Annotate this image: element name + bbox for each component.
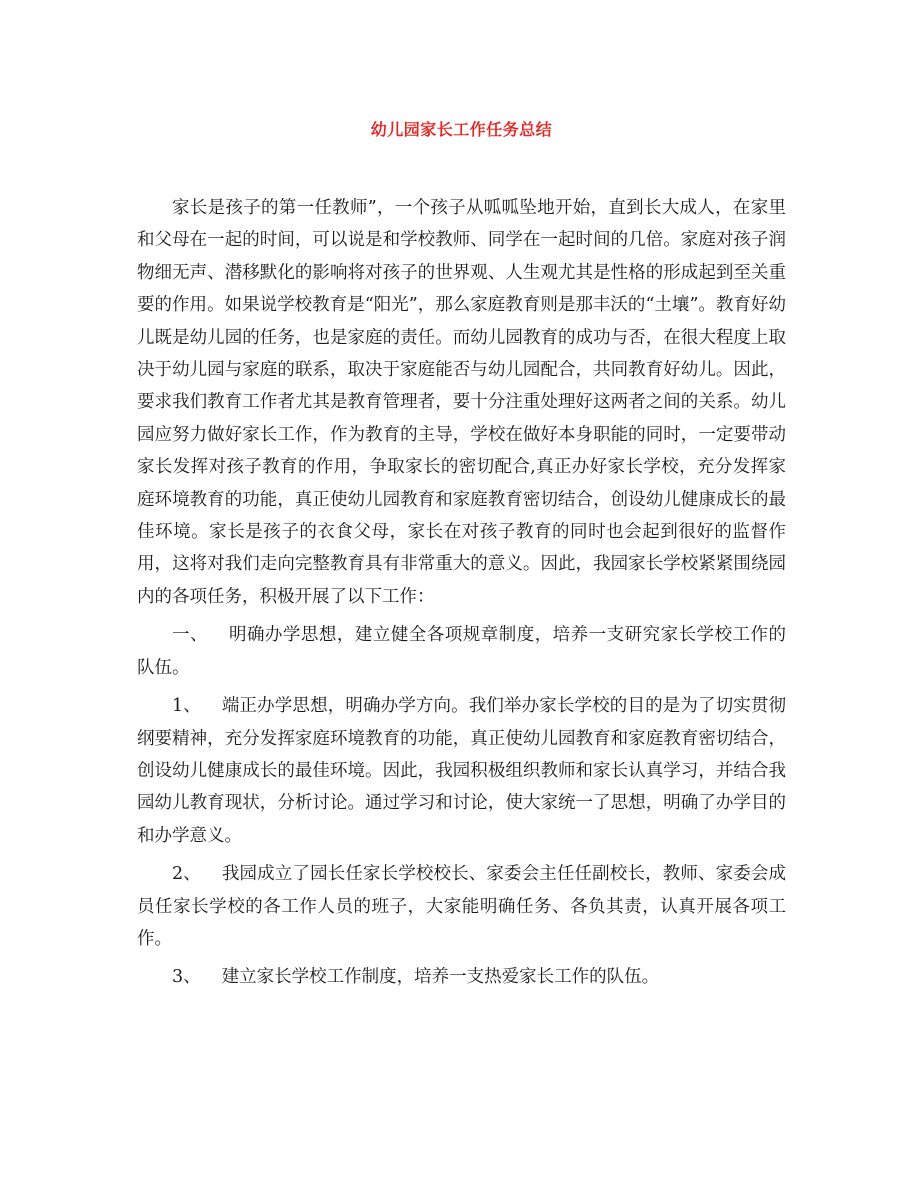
paragraph-item-2 xyxy=(137,858,786,955)
paragraph-text: 家长是孩子的第一任教师”，一个孩子从呱呱坠地开始，直到长大成人，在家里和父母在一起的时间，可以说是和学校教师、同学在一起时间的几倍。家庭对孩子润物细无声、潜移默化的影响将对孩子的世界观、人生观尤其是性格的形成起到至关重要的作用。如果说学校教育是“阳光”，那么家庭教育则是那丰沃的“土壤”。教育好幼儿既是幼儿园的任务，也是家庭的责任。而幼儿园教育的成功与否，在很大程度上取决于幼儿园与家庭的联系，取决于家庭能否与幼儿园配合，共同教育好幼儿。因此，要求我们教育工作者尤其是教育管理者，要十分注重处理好这两者之间的关系。幼儿园应努力做好家长工作，作为教育的主导，学校在做好本身职能的同时，一定要带动家长发挥对孩子教育的作用，争取家长的密切配合,真正办好家长学校，充分发挥家庭环境教育的功能，真正使幼儿园教育和家庭教育密切结合，创设幼儿健康成长的最佳环境。家长是孩子的衣食父母，家长在对孩子教育的同时也会起到很好的监督作用，这将对我们走向完整教育具有非常重大的意义。因此，我园家长学校紧紧围绕园内的各项任务，积极开展了以下工作： xyxy=(137,198,786,607)
paragraph-text: 我园成立了园长任家长学校校长、家委会主任任副校长，教师、家委会成员任家长学校的各工作人员的班子，大家能明确任务、各负其责，认真开展各项工作。 xyxy=(137,864,786,949)
section-number: 一、 xyxy=(172,625,208,646)
item-number: 3、 xyxy=(172,967,201,988)
paragraph-intro xyxy=(137,192,786,613)
paragraph-item-1 xyxy=(137,690,786,852)
item-number: 1、 xyxy=(172,696,201,717)
document-title: 幼儿园家长工作任务总结 xyxy=(370,120,553,139)
paragraph-text: 明确办学思想，建立健全各项规章制度，培养一支研究家长学校工作的队伍。 xyxy=(137,625,786,678)
paragraph-item-3 xyxy=(137,961,786,993)
item-number: 2、 xyxy=(172,864,201,885)
paragraph-section-1 xyxy=(137,619,786,684)
paragraph-text: 端正办学思想，明确办学方向。我们举办家长学校的目的是为了切实贯彻纲要精神，充分发挥家庭环境教育的功能，真正使幼儿园教育和家庭教育密切结合，创设幼儿健康成长的最佳环境。因此，我园积极组织教师和家长认真学习，并结合我园幼儿教育现状，分析讨论。通过学习和讨论，使大家统一了思想，明确了办学目的和办学意义。 xyxy=(137,696,786,846)
paragraph-text: 建立家长学校工作制度，培养一支热爱家长工作的队伍。 xyxy=(221,967,660,988)
